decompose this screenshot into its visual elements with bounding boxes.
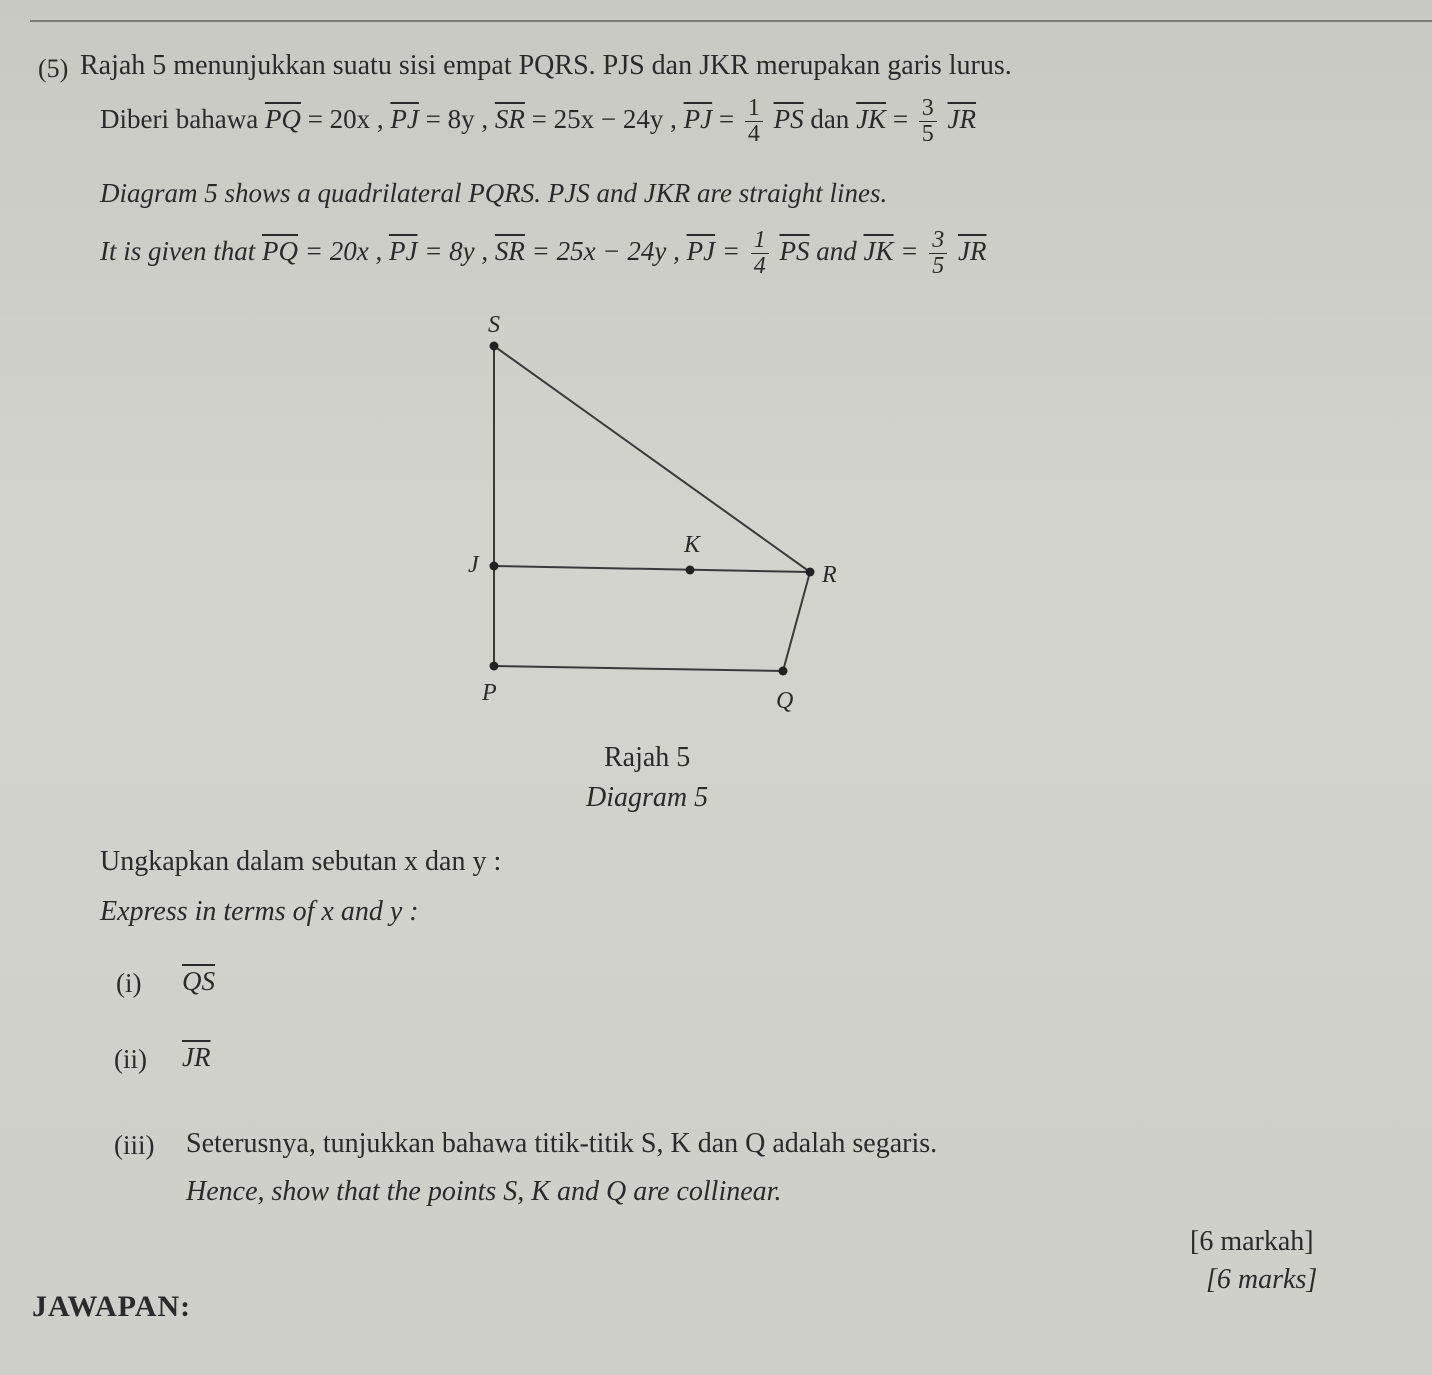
- vec-pj-2: $\overline{PJ}$: [683, 103, 713, 134]
- instruction-ms: Ungkapkan dalam sebutan x dan y :: [100, 846, 502, 877]
- and-ms: dan: [810, 103, 850, 134]
- vec-jk: $\overline{JK}$: [856, 103, 887, 134]
- eq-sign: =: [718, 103, 735, 134]
- diagram-caption-en: Diagram 5: [586, 782, 709, 813]
- part-ii-vector: $\overline{JR}$: [182, 1042, 211, 1072]
- english-given-prefix: It is given that: [100, 235, 256, 266]
- fraction-one-quarter: $\frac{1}{4}$: [745, 96, 763, 147]
- vec-pq-en: $\overline{PQ}$: [261, 235, 298, 266]
- vec-jr-en: $\overline{JR}$: [958, 235, 987, 266]
- instruction-en: Express in terms of x and y :: [100, 896, 419, 927]
- eq-sign-2-en: =: [900, 235, 919, 266]
- top-rule: [30, 20, 1432, 22]
- and-en: and: [816, 235, 857, 266]
- label-q: Q: [776, 688, 794, 714]
- label-s: S: [488, 312, 500, 338]
- vec-jr: $\overline{JR}$: [947, 103, 977, 134]
- malay-given-prefix: Diberi bahawa: [100, 103, 259, 134]
- val-pq-en: = 20x ,: [304, 235, 383, 266]
- point-s: [490, 342, 499, 351]
- label-r: R: [822, 562, 837, 588]
- fraction-three-fifths-en: $\frac{3}{5}$: [929, 228, 947, 279]
- fraction-one-quarter-en: $\frac{1}{4}$: [751, 228, 769, 279]
- malay-intro: Rajah 5 menunjukkan suatu sisi empat PQRS. PJS dan JKR merupakan garis lurus.: [80, 50, 1012, 81]
- point-r: [806, 568, 815, 577]
- vec-pj: $\overline{PJ}$: [390, 103, 419, 134]
- question-number: (5): [38, 54, 69, 83]
- line-pq: [494, 666, 783, 671]
- line-rq: [783, 572, 810, 671]
- label-p: P: [482, 680, 497, 706]
- point-q: [779, 667, 788, 676]
- val-pq: = 20x ,: [307, 103, 384, 134]
- vec-pj-en: $\overline{PJ}$: [388, 235, 418, 266]
- fraction-three-fifths: $\frac{3}{5}$: [919, 96, 937, 147]
- marks-en: [6 marks]: [1206, 1264, 1318, 1295]
- eq-sign-en: =: [721, 235, 741, 266]
- val-sr-en: = 25x − 24y ,: [531, 235, 680, 266]
- answer-label: JAWAPAN:: [32, 1290, 192, 1323]
- vec-jk-en: $\overline{JK}$: [863, 235, 894, 266]
- vec-pj-2-en: $\overline{PJ}$: [686, 235, 716, 266]
- part-iii-label: (iii): [114, 1130, 155, 1160]
- vec-ps: $\overline{PS}$: [773, 103, 804, 134]
- eq-sign-2: =: [892, 103, 909, 134]
- part-i-vector: $\overline{QS}$: [182, 966, 215, 996]
- english-intro: Diagram 5 shows a quadrilateral PQRS. PJS and JKR are straight lines.: [100, 178, 888, 208]
- part-i-label: (i): [116, 968, 142, 998]
- label-k: K: [684, 532, 701, 558]
- val-pj-en: = 8y ,: [424, 235, 489, 266]
- label-j: J: [468, 552, 479, 578]
- val-sr: = 25x − 24y ,: [531, 103, 677, 134]
- english-given-line: [100, 228, 987, 279]
- val-pj: = 8y ,: [425, 103, 489, 134]
- point-p: [490, 662, 499, 671]
- vec-pq: $\overline{PQ}$: [264, 103, 301, 134]
- line-sr: [494, 346, 810, 572]
- part-ii-label: (ii): [114, 1044, 147, 1074]
- malay-given-line: [100, 96, 976, 147]
- diagram-caption-ms: Rajah 5: [604, 742, 691, 773]
- vec-ps-en: $\overline{PS}$: [779, 235, 810, 266]
- quadrilateral-diagram: [440, 300, 880, 720]
- part-iii-en: Hence, show that the points S, K and Q are collinear.: [186, 1176, 782, 1207]
- point-k: [686, 566, 695, 575]
- part-iii-ms: Seterusnya, tunjukkan bahawa titik-titik S, K dan Q adalah segaris.: [186, 1128, 938, 1159]
- vec-sr-en: $\overline{SR}$: [494, 235, 525, 266]
- line-jr: [494, 566, 810, 572]
- vec-sr: $\overline{SR}$: [494, 103, 525, 134]
- point-j: [490, 562, 499, 571]
- marks-ms: [6 markah]: [1190, 1226, 1314, 1257]
